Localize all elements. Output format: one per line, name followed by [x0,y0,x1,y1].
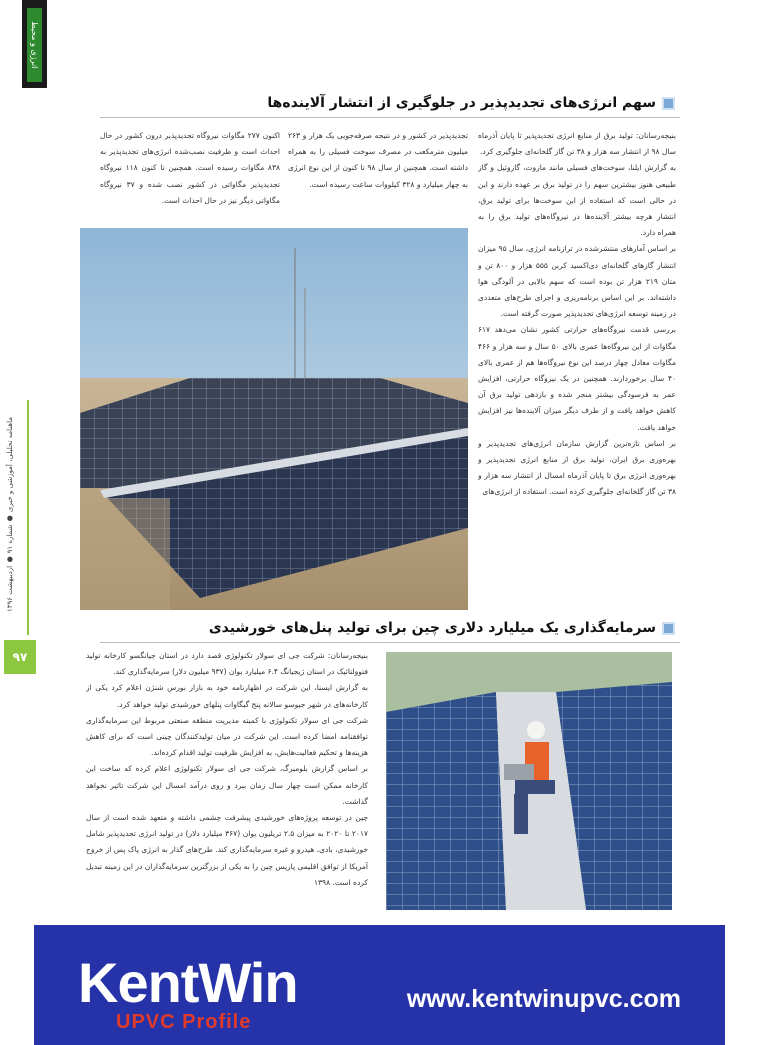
paragraph: بر اساس گزارش بلومبرگ، شرکت جی ای سولار تکنولوژی اعلام کرده که ساخت این کارخانه ممکن است چهار سال زمان ببرد و روی درآمد امسال این شرکت تاثیر نخواهد گذاشت. [86,764,368,806]
ad-brand-subtitle: UPVC Profile [116,1011,252,1033]
paragraph: بررسی قدمت نیروگاه‌های حرارتی کشور نشان می‌دهد ۶۱۷ مگاوات از این نیروگاه‌ها عمری بالای ۵۰ سال و سه هزار و ۴۶۶ مگاوات معادل چهار درصد این نوع نیروگاه‌ها هم از عمری بالای ۴۰ سال برخوردارند. همچنین در یک نیروگاه حرارتی، افزایش عمر به فرسودگی بیشتر منجر شده و بازدهی تولید برق آن کاهش خواهد یافت و از طرف دیگر میزان آلاینده‌ها نیز افزایش خواهد یافت. [478,325,676,432]
heading-bullet-icon [662,97,675,110]
article2-rule [100,642,680,643]
solar-field-photo [80,228,468,610]
article1-rule [100,117,680,118]
article2-body [86,648,368,900]
ad-brand-logo: KentWin [78,951,298,1014]
solar-worker-photo [386,652,672,910]
paragraph: تجدیدپذیر در کشور و در نتیجه صرفه‌جویی یک هزار و ۲۶۳ میلیون مترمکعب در مصرف سوخت فسیلی را به همراه داشته است. همچنین از سال ۹۸ تا کنون از این نوع انرژی به چهار میلیارد و ۳۲۸ کیلووات ساعت رسیده است. [288,131,468,189]
paragraph: چین در توسعه پروژه‌های خورشیدی پیشرفت چشمی داشته و متعهد شده است از سال ۲۰۱۷ تا ۲۰۲۰ به میزان ۲.۵ تریلیون یوان (۳۶۷ میلیارد دلار) در تولید انرژی تجدیدپذیر شامل خورشیدی، بادی، هیدرو و غیره سرمایه‌گذاری کند. طرح‌های گذار به انرژی پاک پس از خروج آمریکا از توافق اقلیمی پاریس چین را به یکی از بزرگترین سرمایه‌گذاران در این زمینه تبدیل کرده است. ۱۳۹۸ [86,813,368,887]
paragraph: شرکت جی ای سولار تکنولوژی با کمیته مدیریت منطقه صنعتی مربوط این سرمایه‌گذاری توافقنامه امضا کرده است. این شرکت در میان تولیدکنندگان چینی است که برای کاهش هزینه‌ها و تحکیم فعالیت‌هایش، به افزایش ظرفیت تولید اقدام کرده‌اند. [86,715,368,758]
paragraph: اکنون ۲۷۷ مگاوات نیروگاه تجدیدپذیر درون کشور در حال احداث است و ظرفیت نصب‌شده انرژی‌های تجدیدپذیر به ۸۳۸ مگاوات رسیده است. همچنین تا کنون ۱۱۸ نیروگاه تجدیدپذیر مگاواتی در کشور نصب شده و ۳۷ نیروگاه مگاواتی دیگر نیز در حال احداث است. [100,131,280,205]
paragraph: به گزارش ایسنا، این شرکت در اظهارنامه خود به بازار بورس شنژن اعلام کرد یکی از کارخانه‌های در شهر جیوسو سالانه پنج گیگاوات پنلهای خورشیدی تولید خواهد کرد. [86,683,368,709]
ad-website-link[interactable]: www.kentwinupvc.com [406,985,681,1013]
article2-heading [209,617,675,639]
paragraph: بر اساس آمارهای منتشرشده در ترازنامه انرژی، سال ۹۵ میزان انتشار گازهای گلخانه‌ای دی‌اکسید کربن ۵۵۵ هزار و ۸۰۰ تن و متان ۲۱۹ هزار تن بوده است که سهم بالایی در آلودگی هوا داشته‌اند. بر این اساس برنامه‌ریزی و اجرای طرح‌های متعددی در زمینه توسعه انرژی‌های تجدیدپذیر صورت گرفته است. [478,244,676,319]
page-number: ۹۷ [4,640,36,674]
margin-accent-line [27,400,29,635]
kentwin-ad-banner[interactable] [34,925,725,1045]
article1-col-left [100,128,280,220]
heading-bullet-icon [662,622,675,635]
article1-col-middle [288,128,468,220]
article1-heading [267,92,675,114]
paragraph: بنیجه‌رسانان: تولید برق از منابع انرژی تجدیدپذیر تا پایان آذرماه سال ۹۸ از انتشار سه هزار و ۳۸ تن گاز گلخانه‌ای جلوگیری کرد. [478,131,676,157]
article1-title: سهم انرژی‌های تجدیدپذیر در جلوگیری از انتشار آلاینده‌ها [267,95,656,111]
issue-meta: ماهنامه تحلیلی، آموزشی و خبری ● شماره ۹۱ ● اردیبهشت ۱۳۹۶ [6,417,14,613]
paragraph: بنیجه‌رسانان: شرکت جی ای سولار تکنولوژی قصد دارد در استان جیانگسو کارخانه تولید فتوولتائیک در استان ژیجیانگ ۶.۴ میلیارد یوان (۹۳۷ میلیون دلار) سرمایه‌گذاری کند. [86,651,368,677]
article1-col-right [478,128,676,600]
paragraph: بر اساس تازه‌ترین گزارش سازمان انرژی‌های تجدیدپذیر و بهره‌وری برق ایران، تولید برق از منابع انرژی تجدیدپذیر و بهره‌وری انرژی برق تا پایان آذرماه امسال از انتشار سه هزار و ۳۸ تن گاز گلخانه‌ای جلوگیری کرده است. استفاده از انرژی‌های [478,438,676,497]
paragraph: به گزارش ایلنا، سوخت‌های فسیلی مانند مازوت، گازوئیل و گاز طبیعی هنوز بیشترین سهم را در تولید برق بر عهده دارند و این در حالی است که استفاده از این سوخت‌ها برای تولید برق، انتشار هرچه بیشتر آلاینده‌ها در نیروگاه‌های تولید برق را به همراه دارد. [478,163,676,238]
section-tab-label: انرژی و محیط [27,8,42,82]
article2-title: سرمایه‌گذاری یک میلیارد دلاری چین برای تولید پنل‌های خورشیدی [208,620,656,636]
